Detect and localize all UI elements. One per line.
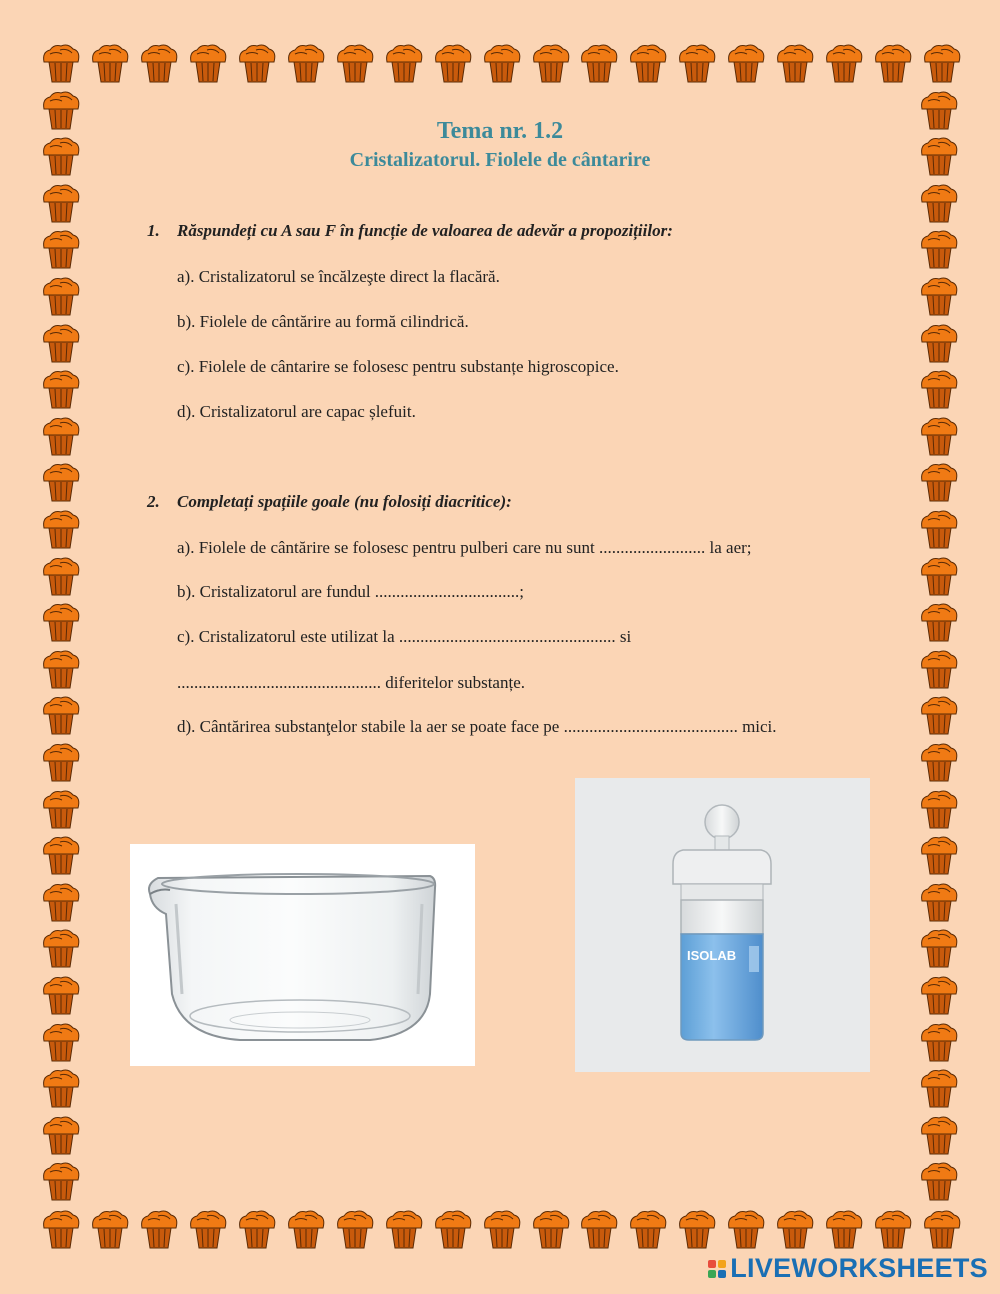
muffin-icon [334,1208,376,1250]
muffin-icon [530,42,572,84]
q1-item-c: c). Fiolele de cântarire se folosesc pentru substanțe higroscopice. [177,357,619,376]
muffin-icon [872,1208,914,1250]
muffin-icon [40,368,82,410]
muffin-icon [40,461,82,503]
muffin-icon [918,461,960,503]
brand-name: LIVEWORKSHEETS [730,1253,988,1283]
muffin-icon [40,275,82,317]
weighing-bottle-photo [575,778,870,1072]
muffin-icon [918,415,960,457]
muffin-icon [578,42,620,84]
muffin-icon [40,694,82,736]
bottle-label: ISOLAB [687,948,737,963]
q1-item-b: b). Fiolele de cântărire au formă cilindrică. [177,312,469,331]
muffin-icon [40,42,82,84]
muffin-icon [918,555,960,597]
muffin-icon [918,1160,960,1202]
muffin-icon [918,788,960,830]
muffin-icon [918,834,960,876]
crystallizer-photo [130,844,475,1066]
muffin-icon [918,368,960,410]
q2-item-d: d). Cântărirea substanţelor stabile la aer se poate face pe ......................................... mici. [177,717,777,736]
crystallizer-drawing [130,844,475,1066]
muffin-icon [676,1208,718,1250]
muffin-icon [432,1208,474,1250]
muffin-icon [40,1021,82,1063]
q2-item-a: a). Fiolele de cântărire se folosesc pentru pulberi care nu sunt ......................... la aer; [177,538,752,557]
muffin-icon [918,1067,960,1109]
muffin-icon [918,275,960,317]
muffin-icon [40,927,82,969]
muffin-icon [383,1208,425,1250]
question-1-text: Răspundeți cu A sau F în funcție de valoarea de adevăr a propozițiilor: [177,221,673,240]
liveworksheets-logo[interactable] [708,1253,988,1284]
muffin-icon [138,1208,180,1250]
muffin-icon [383,42,425,84]
muffin-icon [40,182,82,224]
q2-item-c: c). Cristalizatorul este utilizat la ................................................... si [177,627,632,646]
muffin-icon [918,927,960,969]
muffin-icon [918,648,960,690]
muffin-icon [40,741,82,783]
question-1-number: 1. [147,221,160,240]
muffin-icon [40,1114,82,1156]
q1-item-a: a). Cristalizatorul se încălzeşte direct la flacără. [177,267,500,286]
muffin-icon [481,42,523,84]
muffin-icon [918,1021,960,1063]
muffin-icon [89,42,131,84]
muffin-icon [40,555,82,597]
muffin-icon [918,881,960,923]
muffin-icon [187,42,229,84]
muffin-icon [578,1208,620,1250]
muffin-icon [918,182,960,224]
muffin-icon [481,1208,523,1250]
muffin-icon [187,1208,229,1250]
page-subtitle: Cristalizatorul. Fiolele de cântarire [349,149,651,171]
muffin-icon [725,42,767,84]
muffin-icon [921,1208,963,1250]
muffin-icon [40,834,82,876]
muffin-icon [918,1114,960,1156]
muffin-icon [823,1208,865,1250]
muffin-icon [40,508,82,550]
q2-item-c-continued: ................................................ diferitelor substanțe. [177,673,525,692]
muffin-icon [676,42,718,84]
muffin-icon [40,1208,82,1250]
liveworksheets-icon [708,1260,726,1278]
muffin-icon [40,648,82,690]
muffin-icon [334,42,376,84]
muffin-icon [89,1208,131,1250]
muffin-icon [40,974,82,1016]
muffin-icon [918,741,960,783]
muffin-icon [530,1208,572,1250]
question-2-number: 2. [147,492,160,511]
muffin-icon [918,974,960,1016]
muffin-icon [918,228,960,270]
muffin-icon [432,42,474,84]
muffin-icon [40,228,82,270]
muffin-icon [236,42,278,84]
muffin-icon [872,42,914,84]
q2-item-b: b). Cristalizatorul are fundul ..................................; [177,582,525,601]
muffin-icon [725,1208,767,1250]
question-2-text: Completați spațiile goale (nu folosiți diacritice): [177,492,512,511]
muffin-icon [918,694,960,736]
question-1-prompt [147,221,673,241]
weighing-bottle-drawing [575,778,870,1072]
muffin-icon [285,42,327,84]
muffin-icon [774,1208,816,1250]
muffin-icon [40,322,82,364]
muffin-icon [774,42,816,84]
muffin-icon [627,1208,669,1250]
muffin-icon [627,42,669,84]
muffin-icon [236,1208,278,1250]
q1-item-d: d). Cristalizatorul are capac șlefuit. [177,402,416,421]
muffin-icon [40,415,82,457]
muffin-icon [823,42,865,84]
muffin-icon [921,42,963,84]
muffin-icon [40,1160,82,1202]
page-title: Tema nr. 1.2 [436,118,564,144]
muffin-icon [918,601,960,643]
muffin-icon [918,322,960,364]
question-2-prompt [147,492,512,512]
muffin-icon [40,788,82,830]
muffin-icon [40,601,82,643]
muffin-icon [40,881,82,923]
muffin-icon [285,1208,327,1250]
muffin-icon [918,508,960,550]
muffin-icon [40,1067,82,1109]
muffin-icon [138,42,180,84]
